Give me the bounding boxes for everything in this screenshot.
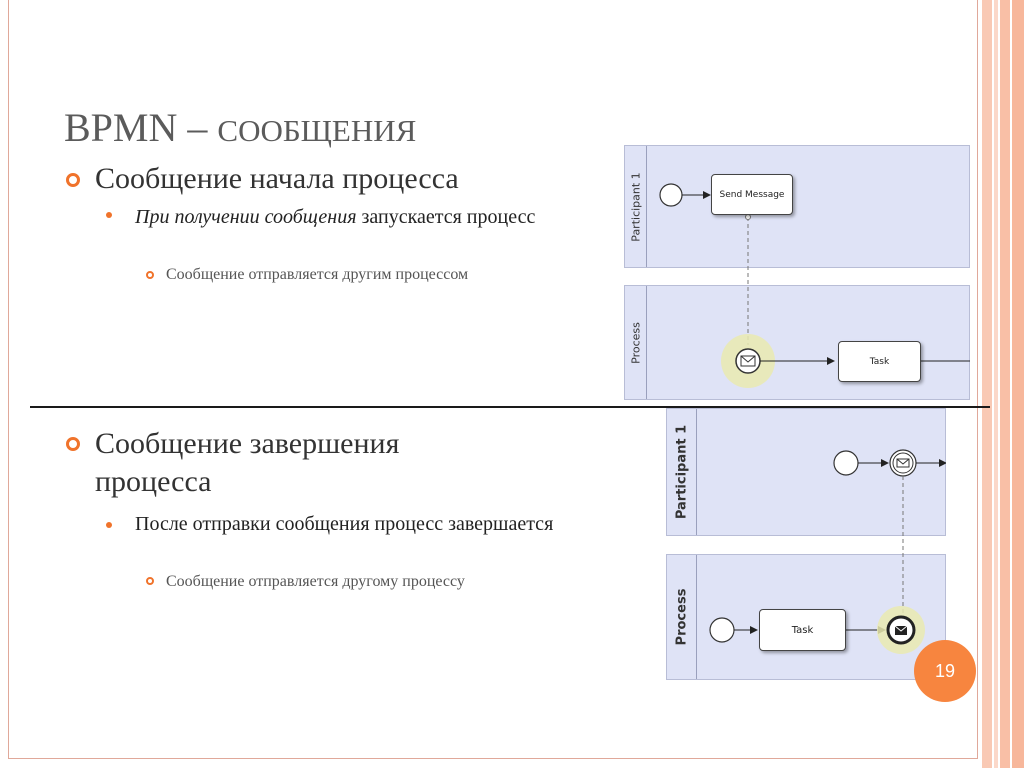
task-box: Task: [838, 341, 921, 382]
decor-stripe: [1000, 0, 1010, 768]
bullet-icon: [66, 173, 80, 187]
decor-stripe: [1012, 0, 1024, 768]
bullet-icon: [146, 271, 154, 279]
start-event-icon: [834, 451, 858, 475]
section1-heading: Сообщение начала процесса: [95, 162, 459, 195]
lane-label: Participant 1: [629, 171, 642, 242]
task-send-message: Send Message: [711, 174, 793, 215]
bullet-icon: [106, 522, 112, 528]
section1-subitem: При получении сообщения запускается процесс: [135, 206, 536, 228]
lane-label: Participant 1: [674, 424, 689, 520]
page-number-badge: 19: [914, 640, 976, 702]
decor-stripe: [982, 0, 992, 768]
bullet-icon: [146, 577, 154, 585]
bpmn-start-message-diagram: [624, 145, 970, 400]
section2-heading: Сообщение завершения процесса: [95, 427, 400, 498]
bpmn-end-message-diagram: [666, 408, 946, 680]
section2-subitem: После отправки сообщения процесс завершается: [135, 513, 554, 535]
section2-subsubitem: Сообщение отправляется другому процессу: [166, 573, 465, 590]
lane-label: Process: [629, 321, 642, 364]
start-event-icon: [660, 184, 682, 206]
section1-subsubitem: Сообщение отправляется другим процессом: [166, 266, 469, 283]
bullet-icon: [66, 437, 80, 451]
lane-label: Process: [674, 588, 689, 646]
slide-title: BPMN – СООБЩЕНИЯ: [64, 105, 417, 150]
bullet-icon: [106, 212, 112, 218]
task-box: Task: [759, 609, 846, 651]
decor-stripe: [994, 0, 998, 768]
